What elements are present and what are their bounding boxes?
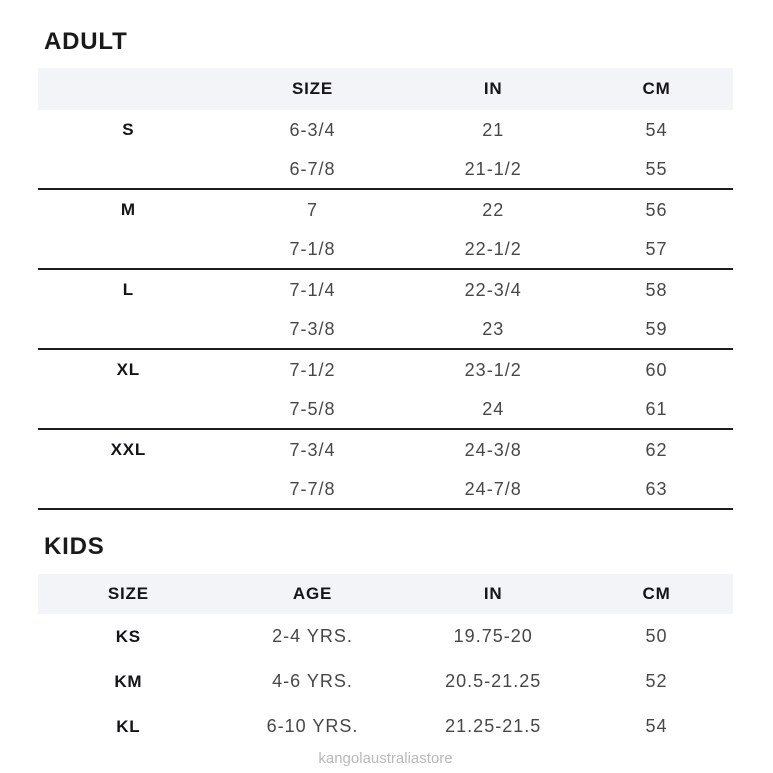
inches-cell: 22-1/2: [464, 238, 522, 259]
cm-cell: 55: [645, 158, 668, 179]
kids-section-title: KIDS: [44, 533, 105, 560]
table-row: [38, 270, 733, 310]
adult-col-header-cm: CM: [642, 79, 671, 98]
table-row: [38, 190, 733, 230]
inches-cell: 24: [482, 398, 505, 419]
cm-cell: 61: [645, 398, 668, 419]
kids-col-header-cm: CM: [642, 584, 671, 603]
inches-cell: 20.5-21.25: [445, 671, 542, 691]
inches-cell: 22: [482, 199, 505, 220]
table-row: [38, 110, 733, 150]
hat-size-cell: 7-1/2: [289, 359, 336, 380]
table-row: [38, 350, 733, 390]
hat-size-cell: 7-3/4: [289, 439, 336, 460]
cm-cell: 63: [645, 478, 668, 499]
store-watermark: kangolaustraliastore: [318, 750, 453, 767]
size-group-label: L: [122, 280, 134, 299]
cm-cell: 52: [645, 671, 668, 691]
cm-cell: 59: [645, 318, 668, 339]
age-range-cell: 6-10 YRS.: [266, 716, 359, 736]
kids-table-header-row: [38, 574, 733, 614]
inches-cell: 21.25-21.5: [445, 716, 542, 736]
kids-col-header-size: SIZE: [107, 584, 149, 603]
table-row: [38, 390, 733, 430]
cm-cell: 50: [645, 626, 668, 646]
age-range-cell: 2-4 YRS.: [272, 626, 353, 646]
size-group-label: XXL: [110, 440, 147, 459]
table-row: [38, 470, 733, 510]
hat-size-cell: 7-5/8: [289, 398, 336, 419]
cm-cell: 58: [645, 279, 668, 300]
cm-cell: 54: [645, 119, 668, 140]
kids-col-header-age: AGE: [292, 584, 333, 603]
table-row: [38, 150, 733, 190]
hat-size-cell: 7: [307, 199, 319, 220]
adult-col-header-size: SIZE: [292, 79, 333, 98]
cm-cell: 62: [645, 439, 668, 460]
kids-size-label: KS: [115, 626, 141, 646]
inches-cell: 19.75-20: [453, 626, 533, 646]
hat-size-cell: 7-3/8: [289, 318, 336, 339]
adult-col-header-in: IN: [483, 79, 503, 98]
age-range-cell: 4-6 YRS.: [272, 671, 353, 691]
hat-size-cell: 6-3/4: [289, 119, 336, 140]
hat-size-cell: 7-1/4: [289, 279, 336, 300]
cm-cell: 57: [645, 238, 668, 259]
cm-cell: 56: [645, 199, 668, 220]
size-group-label: S: [122, 120, 135, 139]
hat-size-cell: 7-7/8: [289, 478, 336, 499]
hat-size-cell: 6-7/8: [289, 158, 336, 179]
kids-col-header-in: IN: [483, 584, 503, 603]
table-row: [38, 430, 733, 470]
kids-size-label: KM: [114, 671, 143, 691]
size-group-label: XL: [116, 360, 140, 379]
kids-size-label: KL: [116, 716, 141, 736]
inches-cell: 21: [482, 119, 505, 140]
table-row: [38, 310, 733, 350]
kids-size-table: [38, 574, 733, 749]
table-row: [38, 614, 733, 659]
table-row: [38, 704, 733, 749]
inches-cell: 24-3/8: [464, 439, 522, 460]
adult-section-title: ADULT: [44, 28, 128, 55]
inches-cell: 23: [482, 318, 505, 339]
size-group-label: M: [120, 200, 136, 219]
inches-cell: 22-3/4: [464, 279, 522, 300]
hat-size-cell: 7-1/8: [289, 238, 336, 259]
cm-cell: 54: [645, 716, 668, 736]
adult-table-header-row: [38, 68, 733, 110]
cm-cell: 60: [645, 359, 668, 380]
table-row: [38, 659, 733, 704]
table-row: [38, 230, 733, 270]
inches-cell: 21-1/2: [464, 158, 522, 179]
inches-cell: 23-1/2: [464, 359, 522, 380]
adult-size-table: [38, 68, 733, 510]
inches-cell: 24-7/8: [464, 478, 522, 499]
